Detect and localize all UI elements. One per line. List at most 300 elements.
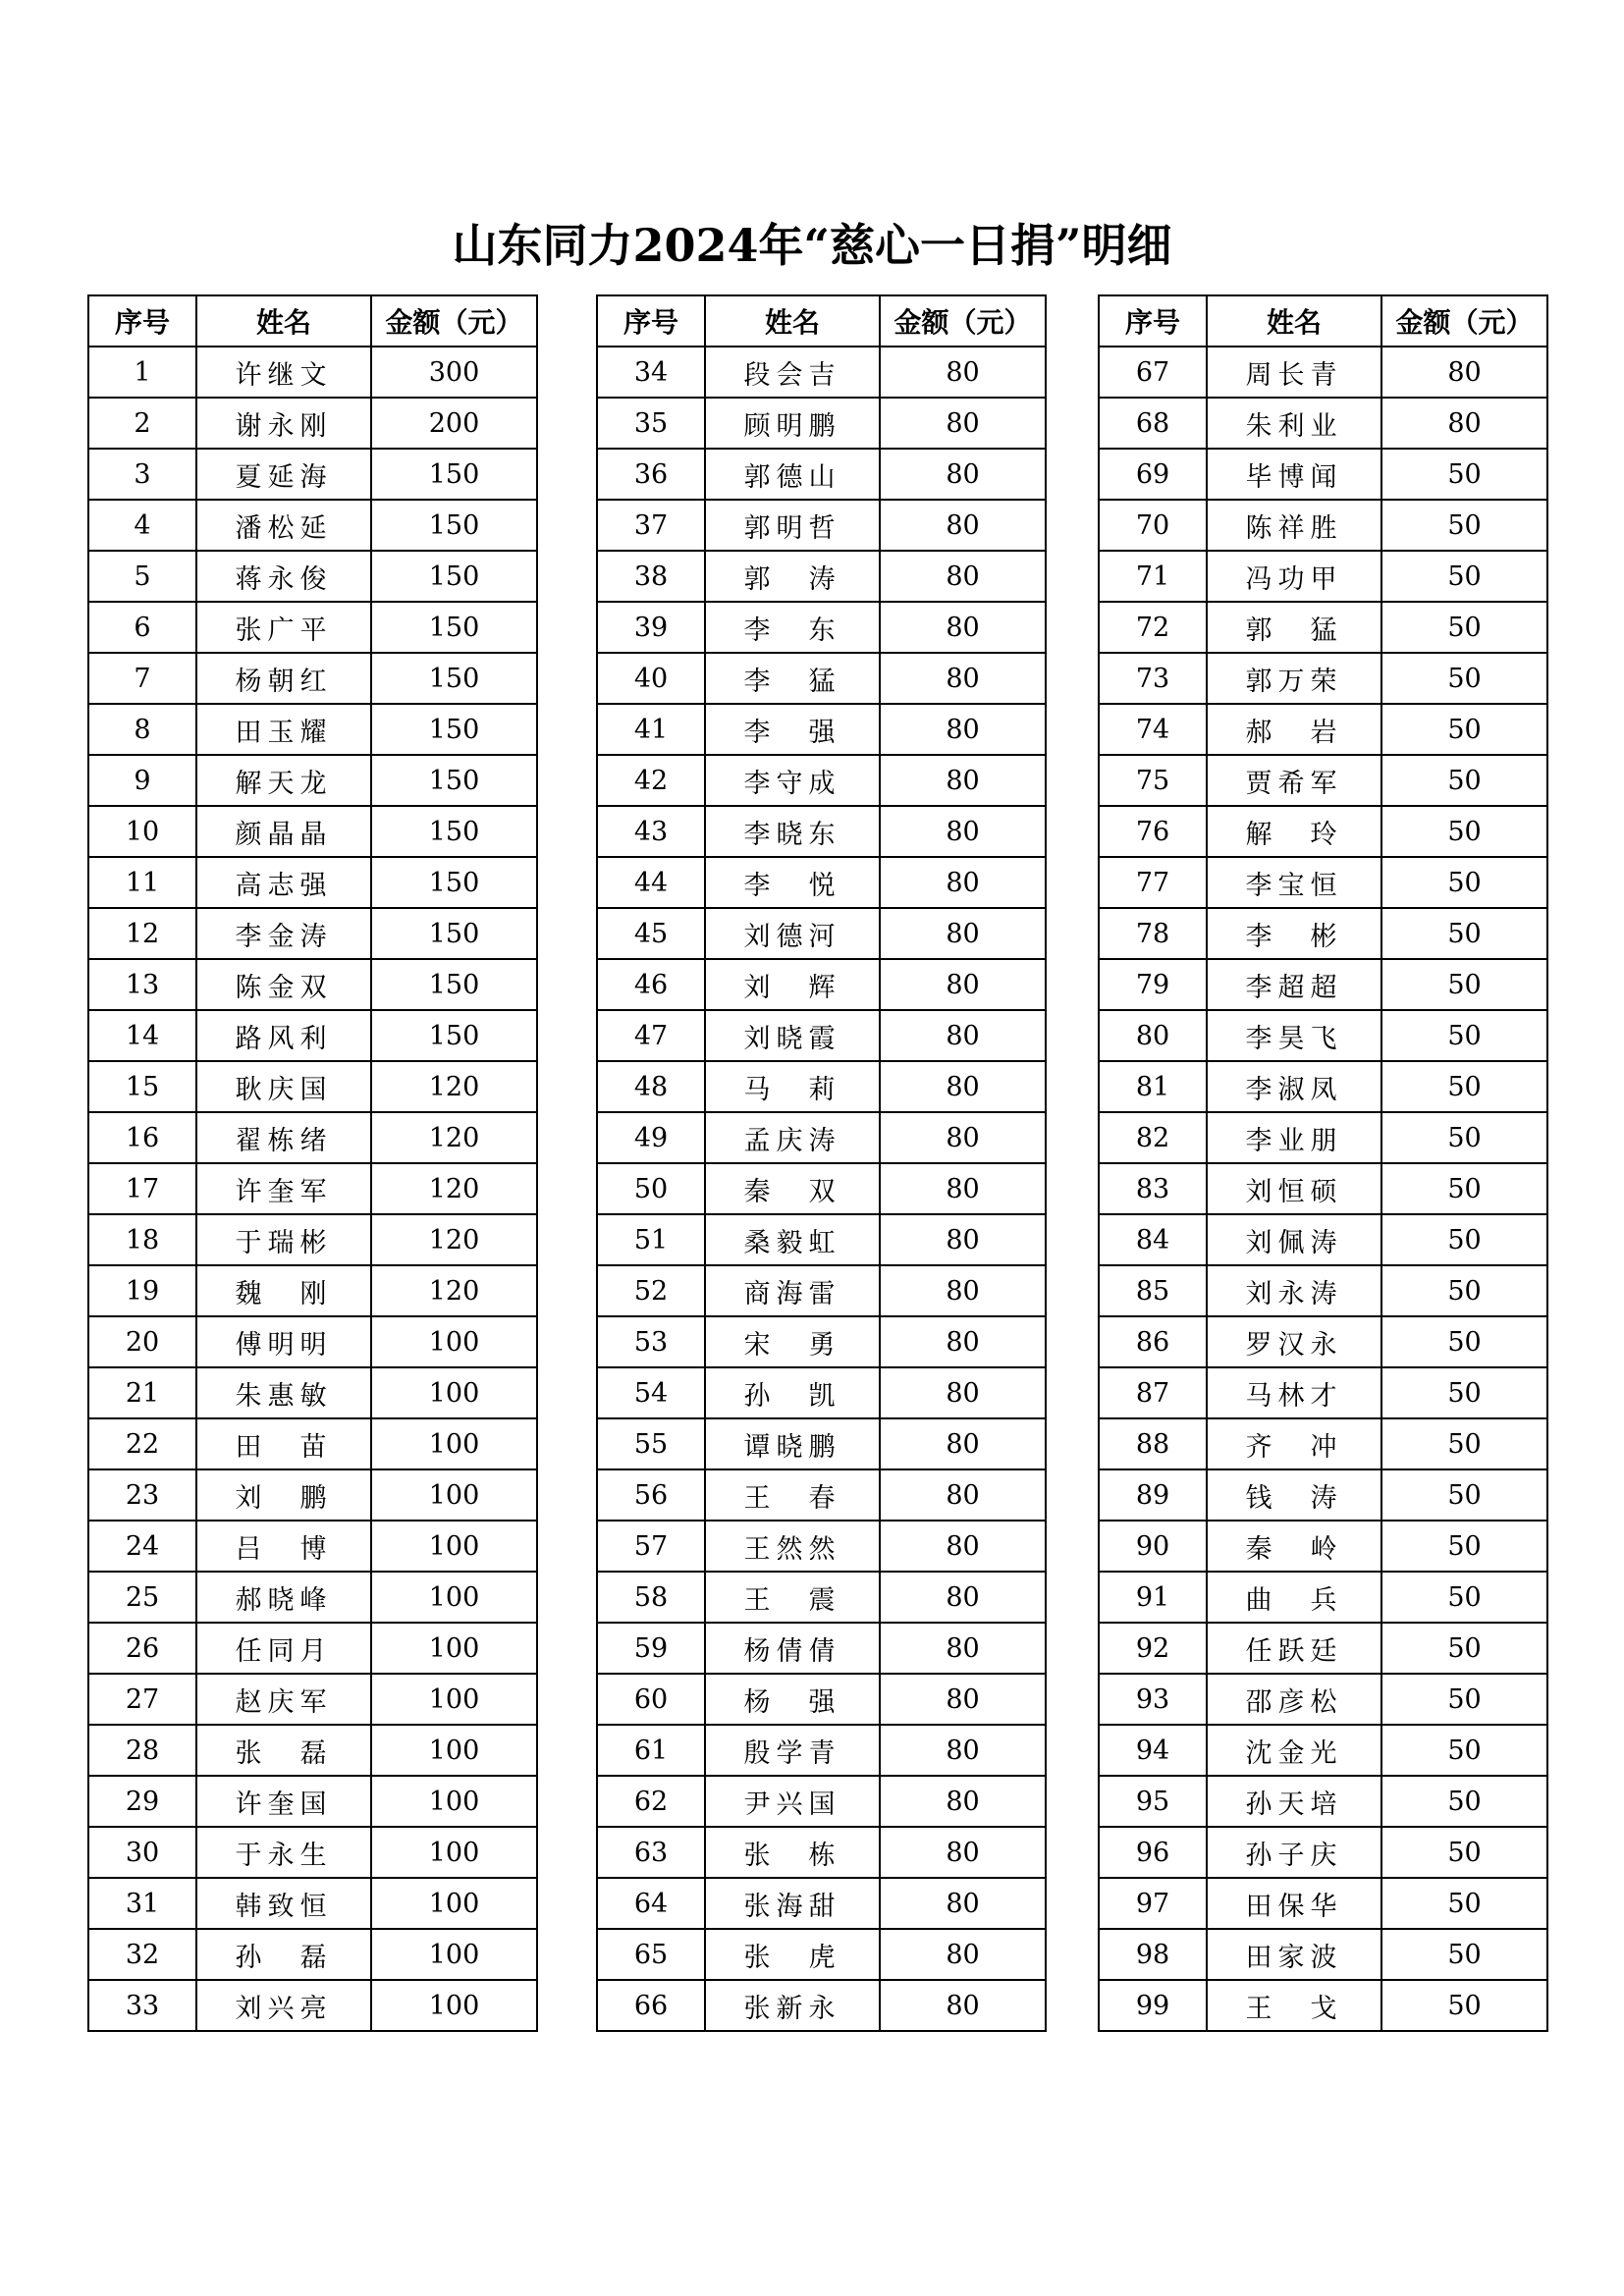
cell-amount: 50 [1381,1725,1547,1776]
cell-name: 郭德山 [705,449,880,500]
table-row [88,1623,537,1674]
cell-amount: 80 [880,755,1046,806]
cell-amount: 80 [880,347,1046,398]
cell-serial-number: 52 [597,1265,705,1316]
cell-serial-number: 17 [88,1163,196,1214]
cell-amount: 50 [1381,1674,1547,1725]
cell-name: 许奎军 [196,1163,371,1214]
cell-name: 潘松延 [196,500,371,551]
table-row [597,1469,1046,1521]
cell-amount: 100 [371,1776,537,1827]
cell-amount: 50 [1381,1980,1547,2031]
cell-serial-number: 15 [88,1061,196,1112]
cell-name: 刘兴亮 [196,1980,371,2031]
cell-name: 李淑凤 [1207,1061,1381,1112]
cell-serial-number: 40 [597,653,705,704]
cell-serial-number: 62 [597,1776,705,1827]
cell-serial-number: 33 [88,1980,196,2031]
cell-serial-number: 61 [597,1725,705,1776]
cell-amount: 120 [371,1163,537,1214]
cell-name: 朱利业 [1207,398,1381,449]
table-row [88,908,537,959]
cell-serial-number: 48 [597,1061,705,1112]
cell-amount: 80 [880,1163,1046,1214]
cell-amount: 100 [371,1725,537,1776]
cell-serial-number: 92 [1099,1623,1207,1674]
table-row [1099,1929,1547,1980]
table-row [88,1418,537,1469]
cell-serial-number: 64 [597,1878,705,1929]
cell-serial-number: 67 [1099,347,1207,398]
table-row [88,1265,537,1316]
cell-name: 王 震 [705,1572,880,1623]
cell-name: 颜晶晶 [196,806,371,857]
table-row [1099,704,1547,755]
table-row [1099,1010,1547,1061]
cell-name: 段会吉 [705,347,880,398]
cell-serial-number: 21 [88,1367,196,1418]
cell-name: 于永生 [196,1827,371,1878]
cell-name: 郭 涛 [705,551,880,602]
cell-name: 郝晓峰 [196,1572,371,1623]
cell-serial-number: 75 [1099,755,1207,806]
table-row [597,755,1046,806]
cell-name: 蒋永俊 [196,551,371,602]
cell-amount: 150 [371,704,537,755]
cell-serial-number: 90 [1099,1521,1207,1572]
cell-serial-number: 14 [88,1010,196,1061]
cell-serial-number: 23 [88,1469,196,1521]
cell-serial-number: 38 [597,551,705,602]
cell-name: 谭晓鹏 [705,1418,880,1469]
cell-name: 贾希军 [1207,755,1381,806]
cell-name: 朱惠敏 [196,1367,371,1418]
donation-table-3 [1098,294,1548,2032]
cell-name: 张 栋 [705,1827,880,1878]
cell-name: 高志强 [196,857,371,908]
cell-serial-number: 50 [597,1163,705,1214]
cell-serial-number: 30 [88,1827,196,1878]
table-row [1099,908,1547,959]
cell-name: 顾明鹏 [705,398,880,449]
cell-name: 杨朝红 [196,653,371,704]
cell-name: 杨倩倩 [705,1623,880,1674]
cell-amount: 50 [1381,1776,1547,1827]
cell-serial-number: 3 [88,449,196,500]
cell-serial-number: 76 [1099,806,1207,857]
cell-name: 桑毅虹 [705,1214,880,1265]
cell-amount: 80 [880,1929,1046,1980]
table-row [1099,959,1547,1010]
cell-serial-number: 8 [88,704,196,755]
cell-serial-number: 11 [88,857,196,908]
cell-serial-number: 43 [597,806,705,857]
table-row [597,1572,1046,1623]
table-row [597,1367,1046,1418]
cell-amount: 150 [371,857,537,908]
cell-serial-number: 19 [88,1265,196,1316]
cell-name: 刘 鹏 [196,1469,371,1521]
table-row [597,1214,1046,1265]
cell-name: 路风利 [196,1010,371,1061]
cell-name: 秦 双 [705,1163,880,1214]
cell-amount: 100 [371,1521,537,1572]
cell-serial-number: 74 [1099,704,1207,755]
table-row [597,959,1046,1010]
cell-name: 马 莉 [705,1061,880,1112]
table-row [1099,1367,1547,1418]
donation-table-1 [87,294,538,2032]
cell-serial-number: 44 [597,857,705,908]
table-header-row [88,295,537,347]
cell-name: 李守成 [705,755,880,806]
cell-amount: 80 [880,1214,1046,1265]
cell-serial-number: 28 [88,1725,196,1776]
header-amount: 金额（元） [880,295,1046,347]
cell-name: 于瑞彬 [196,1214,371,1265]
table-row [597,1929,1046,1980]
table-row [88,1061,537,1112]
table-row [1099,1418,1547,1469]
cell-name: 韩致恒 [196,1878,371,1929]
table-row [597,449,1046,500]
cell-serial-number: 29 [88,1776,196,1827]
cell-name: 陈金双 [196,959,371,1010]
cell-amount: 80 [880,1878,1046,1929]
cell-name: 李金涛 [196,908,371,959]
cell-amount: 80 [880,398,1046,449]
header-name: 姓名 [705,295,880,347]
cell-amount: 50 [1381,1521,1547,1572]
cell-amount: 300 [371,347,537,398]
cell-name: 张 磊 [196,1725,371,1776]
cell-amount: 150 [371,908,537,959]
cell-serial-number: 46 [597,959,705,1010]
cell-serial-number: 59 [597,1623,705,1674]
header-amount: 金额（元） [1381,295,1547,347]
cell-amount: 80 [880,653,1046,704]
table-row [88,398,537,449]
cell-amount: 80 [880,1418,1046,1469]
cell-amount: 80 [1381,398,1547,449]
cell-amount: 80 [880,1112,1046,1163]
cell-name: 罗汉永 [1207,1316,1381,1367]
cell-serial-number: 85 [1099,1265,1207,1316]
table-row [88,857,537,908]
cell-serial-number: 31 [88,1878,196,1929]
cell-amount: 80 [880,602,1046,653]
cell-name: 李 悦 [705,857,880,908]
cell-serial-number: 55 [597,1418,705,1469]
table-row [88,959,537,1010]
cell-amount: 50 [1381,755,1547,806]
cell-serial-number: 22 [88,1418,196,1469]
table-row [1099,1214,1547,1265]
table-row [597,1418,1046,1469]
cell-serial-number: 77 [1099,857,1207,908]
cell-serial-number: 83 [1099,1163,1207,1214]
cell-serial-number: 4 [88,500,196,551]
cell-serial-number: 12 [88,908,196,959]
cell-amount: 80 [880,704,1046,755]
cell-name: 田保华 [1207,1878,1381,1929]
table-row [597,1112,1046,1163]
table-row [1099,1316,1547,1367]
cell-amount: 150 [371,551,537,602]
cell-serial-number: 47 [597,1010,705,1061]
table-row [88,1521,537,1572]
cell-name: 冯功甲 [1207,551,1381,602]
cell-amount: 80 [880,1572,1046,1623]
cell-amount: 150 [371,806,537,857]
cell-name: 李宝恒 [1207,857,1381,908]
cell-serial-number: 53 [597,1316,705,1367]
cell-serial-number: 95 [1099,1776,1207,1827]
table-row [597,653,1046,704]
cell-name: 田玉耀 [196,704,371,755]
cell-name: 马林才 [1207,1367,1381,1418]
table-row [1099,1061,1547,1112]
cell-amount: 80 [880,551,1046,602]
table-row [88,602,537,653]
cell-serial-number: 60 [597,1674,705,1725]
cell-amount: 50 [1381,857,1547,908]
cell-name: 孙 磊 [196,1929,371,1980]
table-row [597,908,1046,959]
table-row [597,1827,1046,1878]
cell-amount: 50 [1381,1878,1547,1929]
cell-serial-number: 56 [597,1469,705,1521]
cell-amount: 80 [880,1367,1046,1418]
cell-amount: 80 [880,1010,1046,1061]
cell-name: 殷学青 [705,1725,880,1776]
cell-serial-number: 41 [597,704,705,755]
table-row [88,755,537,806]
cell-serial-number: 51 [597,1214,705,1265]
cell-amount: 50 [1381,500,1547,551]
table-row [88,1367,537,1418]
cell-serial-number: 96 [1099,1827,1207,1878]
cell-serial-number: 71 [1099,551,1207,602]
cell-amount: 150 [371,449,537,500]
table-row [88,1010,537,1061]
cell-serial-number: 87 [1099,1367,1207,1418]
cell-serial-number: 86 [1099,1316,1207,1367]
table-row [597,602,1046,653]
cell-serial-number: 65 [597,1929,705,1980]
cell-name: 张海甜 [705,1878,880,1929]
cell-serial-number: 26 [88,1623,196,1674]
table-row [1099,806,1547,857]
cell-serial-number: 9 [88,755,196,806]
cell-amount: 50 [1381,551,1547,602]
cell-amount: 150 [371,755,537,806]
cell-serial-number: 79 [1099,959,1207,1010]
cell-serial-number: 45 [597,908,705,959]
cell-serial-number: 13 [88,959,196,1010]
table-row [88,1572,537,1623]
cell-serial-number: 24 [88,1521,196,1572]
cell-amount: 150 [371,959,537,1010]
cell-amount: 80 [880,1980,1046,2031]
table-row [1099,1572,1547,1623]
cell-name: 王 春 [705,1469,880,1521]
cell-name: 李 彬 [1207,908,1381,959]
header-serial-number: 序号 [88,295,196,347]
table-row [1099,602,1547,653]
table-row [88,806,537,857]
cell-name: 刘恒硕 [1207,1163,1381,1214]
cell-name: 李 猛 [705,653,880,704]
cell-name: 耿庆国 [196,1061,371,1112]
cell-amount: 120 [371,1112,537,1163]
cell-amount: 200 [371,398,537,449]
cell-amount: 100 [371,1623,537,1674]
cell-serial-number: 98 [1099,1929,1207,1980]
cell-amount: 50 [1381,1010,1547,1061]
table-row [88,1469,537,1521]
cell-amount: 50 [1381,1061,1547,1112]
cell-name: 傅明明 [196,1316,371,1367]
cell-serial-number: 69 [1099,449,1207,500]
table-row [1099,1623,1547,1674]
cell-serial-number: 37 [597,500,705,551]
cell-amount: 80 [880,959,1046,1010]
cell-serial-number: 73 [1099,653,1207,704]
cell-amount: 50 [1381,1112,1547,1163]
cell-name: 张广平 [196,602,371,653]
table-row [597,1521,1046,1572]
table-row [88,1163,537,1214]
cell-serial-number: 91 [1099,1572,1207,1623]
table-header-row [597,295,1046,347]
cell-amount: 50 [1381,1418,1547,1469]
table-row [597,398,1046,449]
table-row [1099,1827,1547,1878]
cell-amount: 80 [880,1469,1046,1521]
cell-name: 许奎国 [196,1776,371,1827]
cell-serial-number: 72 [1099,602,1207,653]
cell-amount: 50 [1381,704,1547,755]
cell-amount: 80 [880,1265,1046,1316]
cell-name: 李 东 [705,602,880,653]
table-row [597,1010,1046,1061]
cell-name: 许继文 [196,347,371,398]
cell-name: 齐 冲 [1207,1418,1381,1469]
cell-name: 李晓东 [705,806,880,857]
cell-amount: 100 [371,1572,537,1623]
cell-amount: 80 [880,1725,1046,1776]
cell-name: 刘永涛 [1207,1265,1381,1316]
cell-name: 李超超 [1207,959,1381,1010]
cell-serial-number: 99 [1099,1980,1207,2031]
cell-name: 王 戈 [1207,1980,1381,2031]
cell-amount: 50 [1381,1163,1547,1214]
table-row [1099,1112,1547,1163]
cell-amount: 80 [880,857,1046,908]
cell-amount: 80 [880,1674,1046,1725]
cell-name: 田家波 [1207,1929,1381,1980]
cell-amount: 50 [1381,806,1547,857]
table-row [88,1316,537,1367]
cell-name: 魏 刚 [196,1265,371,1316]
table-row [1099,1265,1547,1316]
cell-name: 解天龙 [196,755,371,806]
cell-serial-number: 84 [1099,1214,1207,1265]
table-row [88,551,537,602]
cell-name: 郭万荣 [1207,653,1381,704]
cell-name: 钱 涛 [1207,1469,1381,1521]
table-row [88,653,537,704]
table-row [1099,755,1547,806]
cell-name: 曲 兵 [1207,1572,1381,1623]
cell-serial-number: 58 [597,1572,705,1623]
cell-name: 王然然 [705,1521,880,1572]
cell-serial-number: 42 [597,755,705,806]
cell-amount: 100 [371,1827,537,1878]
cell-name: 沈金光 [1207,1725,1381,1776]
table-row [88,1980,537,2031]
cell-amount: 80 [880,806,1046,857]
table-row [1099,1980,1547,2031]
cell-amount: 50 [1381,1929,1547,1980]
table-row [88,704,537,755]
cell-name: 毕博闻 [1207,449,1381,500]
cell-serial-number: 66 [597,1980,705,2031]
cell-amount: 150 [371,653,537,704]
cell-amount: 50 [1381,1572,1547,1623]
cell-name: 吕 博 [196,1521,371,1572]
cell-serial-number: 82 [1099,1112,1207,1163]
cell-amount: 80 [880,1623,1046,1674]
cell-serial-number: 25 [88,1572,196,1623]
cell-amount: 100 [371,1418,537,1469]
cell-name: 谢永刚 [196,398,371,449]
table-row [1099,449,1547,500]
table-row [597,500,1046,551]
table-row [597,806,1046,857]
cell-serial-number: 27 [88,1674,196,1725]
table-row [1099,857,1547,908]
cell-name: 孙天培 [1207,1776,1381,1827]
cell-serial-number: 80 [1099,1010,1207,1061]
cell-name: 解 玲 [1207,806,1381,857]
cell-serial-number: 16 [88,1112,196,1163]
cell-name: 张 虎 [705,1929,880,1980]
table-row [597,1061,1046,1112]
cell-amount: 80 [880,1061,1046,1112]
cell-amount: 50 [1381,1623,1547,1674]
cell-amount: 120 [371,1061,537,1112]
table-row [1099,398,1547,449]
table-row [1099,1878,1547,1929]
cell-amount: 120 [371,1214,537,1265]
cell-serial-number: 94 [1099,1725,1207,1776]
table-row [88,1112,537,1163]
cell-serial-number: 57 [597,1521,705,1572]
header-serial-number: 序号 [1099,295,1207,347]
cell-amount: 80 [880,500,1046,551]
header-amount: 金额（元） [371,295,537,347]
table-row [597,1725,1046,1776]
cell-name: 郝 岩 [1207,704,1381,755]
table-row [88,1725,537,1776]
cell-name: 任跃廷 [1207,1623,1381,1674]
cell-name: 李业朋 [1207,1112,1381,1163]
table-row [88,449,537,500]
table-row [597,1623,1046,1674]
cell-name: 尹兴国 [705,1776,880,1827]
